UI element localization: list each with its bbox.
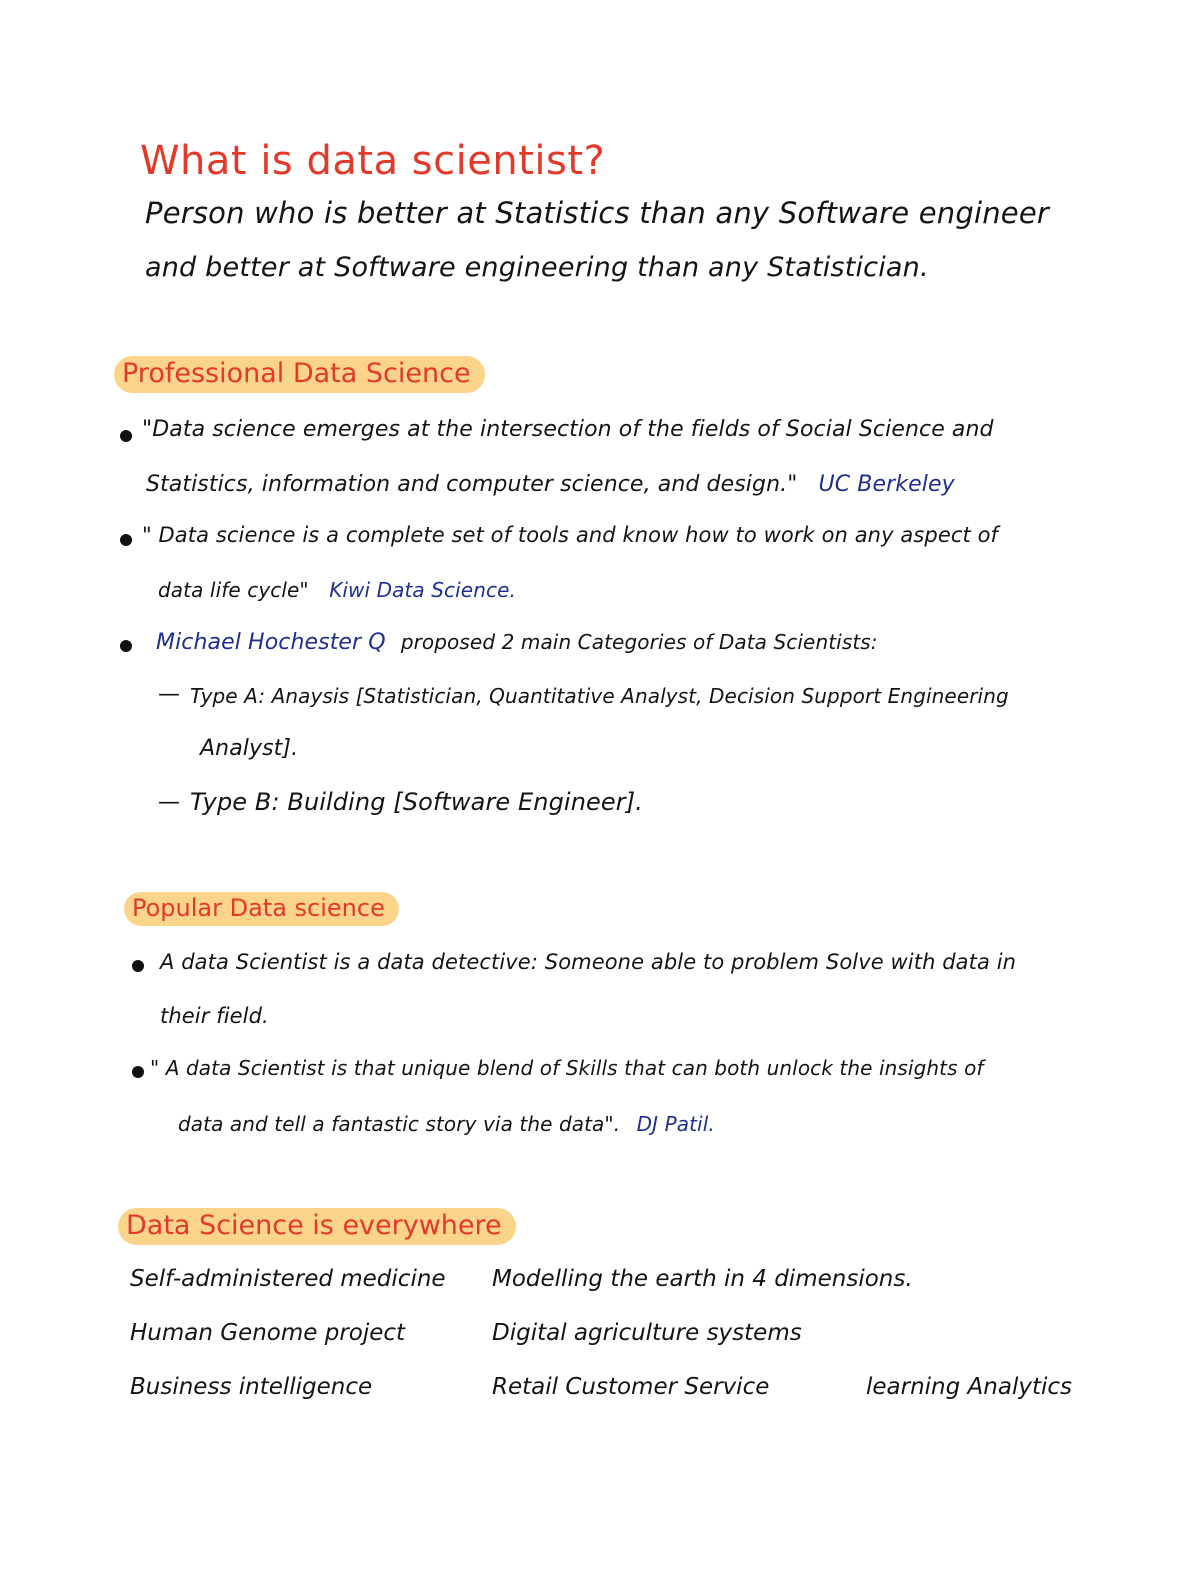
section-heading-professional: Professional Data Science bbox=[114, 356, 485, 393]
popular-bullet-2-line-2-wrap bbox=[178, 1112, 715, 1136]
everywhere-item-human-genome: Human Genome project bbox=[130, 1320, 406, 1346]
popular-bullet-1-line-1: A data Scientist is a data detective: Someone able to problem Solve with data in bbox=[160, 950, 1017, 974]
professional-bullet-1-line-2: Statistics, information and computer science, and design." bbox=[146, 472, 798, 497]
everywhere-item-modelling-earth: Modelling the earth in 4 dimensions. bbox=[492, 1266, 913, 1292]
professional-bullet-3-text: proposed 2 main Categories of Data Scientists: bbox=[400, 630, 878, 654]
source-kiwi-data-science: Kiwi Data Science. bbox=[329, 578, 516, 602]
source-dj-patil: DJ Patil. bbox=[636, 1112, 715, 1136]
popular-bullet-2-line-1: " A data Scientist is that unique blend of Skills that can both unlock the insights of bbox=[150, 1056, 984, 1080]
everywhere-item-business-intelligence: Business intelligence bbox=[130, 1374, 373, 1400]
definition-line-2: and better at Software engineering than any Statistician. bbox=[145, 252, 929, 283]
bullet-icon bbox=[132, 960, 144, 972]
type-b-line: Type B: Building [Software Engineer]. bbox=[190, 788, 643, 816]
bullet-icon bbox=[120, 430, 132, 442]
type-a-line-1: Type A: Anaysis [Statistician, Quantitative Analyst, Decision Support Engineering bbox=[190, 684, 1009, 708]
dash-icon: — bbox=[158, 682, 180, 707]
professional-bullet-2-line-1: " Data science is a complete set of tools and know how to work on any aspect of bbox=[142, 523, 999, 547]
everywhere-item-learning-analytics: learning Analytics bbox=[866, 1374, 1072, 1400]
section-heading-popular: Popular Data science bbox=[124, 892, 399, 926]
popular-bullet-2-line-2: data and tell a fantastic story via the data". bbox=[178, 1112, 621, 1136]
definition-line-1: Person who is better at Statistics than any Software engineer bbox=[145, 196, 1049, 230]
professional-bullet-3 bbox=[156, 630, 878, 655]
professional-bullet-2-line-2-wrap bbox=[158, 578, 516, 602]
dash-icon: — bbox=[158, 790, 180, 815]
page-title: What is data scientist? bbox=[140, 138, 606, 184]
bullet-icon bbox=[132, 1066, 144, 1078]
professional-bullet-1-line-1: "Data science emerges at the intersection of the fields of Social Science and bbox=[142, 417, 994, 442]
everywhere-item-retail-customer-service: Retail Customer Service bbox=[492, 1374, 770, 1400]
everywhere-item-digital-agriculture: Digital agriculture systems bbox=[492, 1320, 802, 1346]
bullet-icon bbox=[120, 534, 132, 546]
popular-bullet-1-line-2: their field. bbox=[160, 1004, 269, 1028]
source-uc-berkeley: UC Berkeley bbox=[818, 472, 955, 497]
section-heading-everywhere: Data Science is everywhere bbox=[118, 1208, 516, 1245]
professional-bullet-1-line-2-wrap bbox=[146, 472, 955, 497]
everywhere-item-self-administered-medicine: Self-administered medicine bbox=[130, 1266, 446, 1292]
bullet-icon bbox=[120, 640, 132, 652]
professional-bullet-2-line-2: data life cycle" bbox=[158, 578, 309, 602]
type-a-line-2: Analyst]. bbox=[200, 736, 299, 761]
author-michael-hochester: Michael Hochester Q bbox=[156, 630, 386, 655]
